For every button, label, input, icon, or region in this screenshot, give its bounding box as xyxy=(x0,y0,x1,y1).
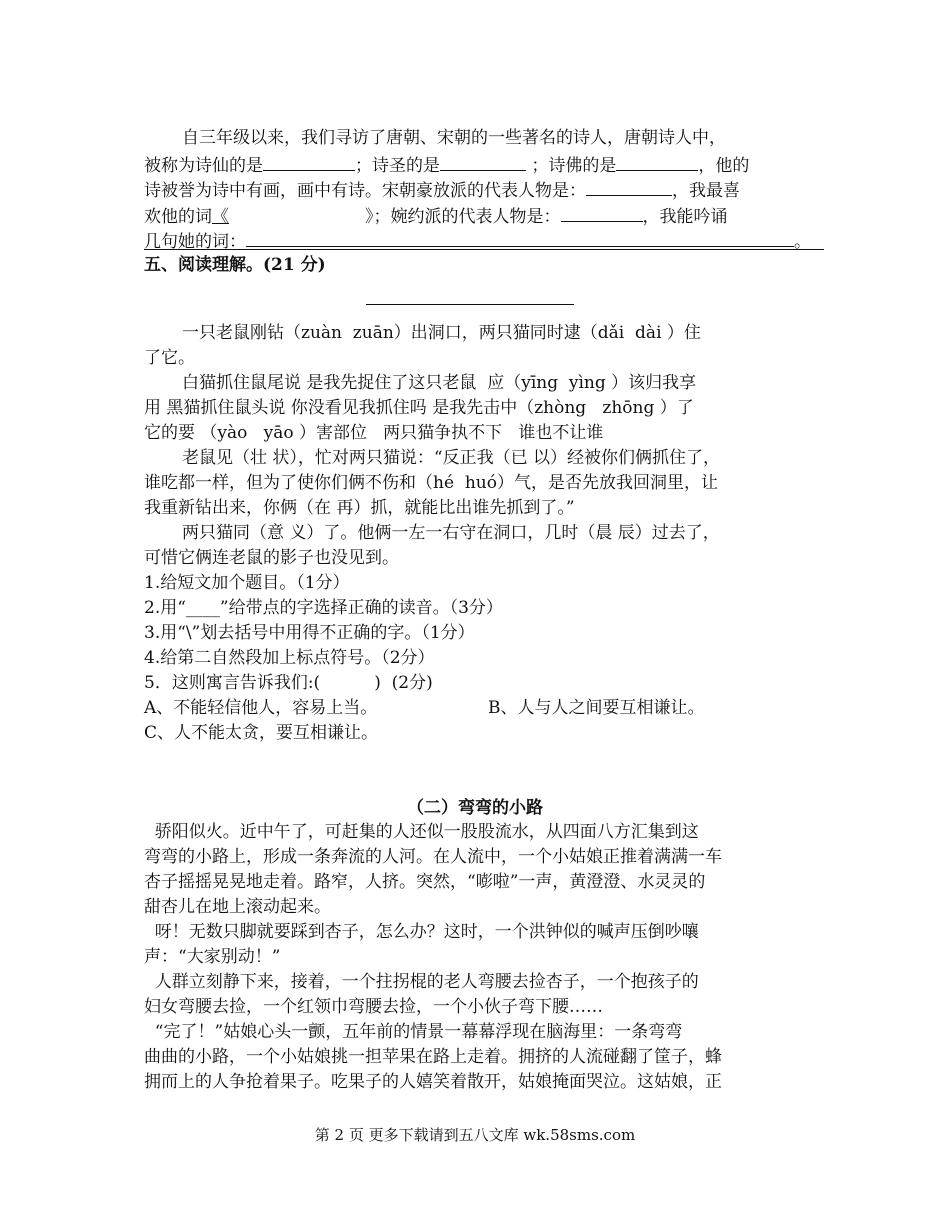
intro-line-2: 被称为诗仙的是 ；诗圣的是 ；诗佛的是 ，他的 xyxy=(144,152,749,178)
p4-line-2: 可惜它俩连老鼠的影子也没见到。 xyxy=(144,548,399,568)
question-4: 4.给第二自然段加上标点符号。（2分） xyxy=(144,648,435,668)
passage-line: 声：“大家别动！” xyxy=(144,947,281,967)
page-footer: 第 2 页 更多下载请到五八文库 wk.58sms.com xyxy=(314,1126,636,1144)
passage-line: 骄阳似火。近中午了，可赶集的人还似一股股流水，从四面八方汇集到这 xyxy=(144,822,699,842)
intro-line-4: 欢他的词《 》；婉约派的代表人物是： ，我能吟诵 xyxy=(144,203,728,229)
p2-line-1: 白猫抓住鼠尾说 是我先捉住了这只老鼠 应（yīng yìng ）该归我享 xyxy=(182,373,697,393)
title-blank-line[interactable] xyxy=(366,304,574,305)
blank-poet-sage[interactable] xyxy=(440,152,526,171)
passage-line: 甜杏儿在地上滚动起来。 xyxy=(144,897,331,917)
p3-line-2: 谁吃都一样，但为了使你们俩不伤和（hé huó）气，是否先放我回洞里，让 xyxy=(144,473,718,493)
p1-line-1: 一只老鼠刚钻（zuàn zuān）出洞口，两只猫同时逮（dǎi dài ）住 xyxy=(182,323,701,343)
blank-wanyue-poet[interactable] xyxy=(561,203,643,222)
question-1: 1.给短文加个题目。（1分） xyxy=(144,573,350,593)
passage-line: 杏子摇摇晃晃地走着。路窄，人挤。突然，“嘭啦”一声，黄澄澄、水灵灵的 xyxy=(144,872,706,892)
section-heading: 五、阅读理解。(21 分) xyxy=(144,255,326,275)
intro-line-3: 诗被誉为诗中有画，画中有诗。宋朝豪放派的代表人物是： ，我最喜 xyxy=(144,177,740,203)
blank-haofang-poet[interactable] xyxy=(586,177,672,196)
passage-line: 呀！无数只脚就要踩到杏子，怎么办？这时，一个洪钟似的喊声压倒吵嚷 xyxy=(144,922,699,942)
p1-line-2: 了它。 xyxy=(144,348,195,368)
option-a[interactable]: A、不能轻信他人，容易上当。 xyxy=(144,698,378,718)
passage-line: 拥而上的人争抢着果子。吃果子的人嬉笑着散开，姑娘掩面哭泣。这姑娘，正 xyxy=(144,1072,722,1092)
p3-line-3: 我重新钻出来，你俩（在 再）抓，就能比出谁先抓到了。” xyxy=(144,498,575,518)
p2-line-2: 用 黑猫抓住鼠头说 你没看见我抓住吗 是我先击中（zhòng zhōng ）了 xyxy=(144,398,694,418)
passage-line: 人群立刻静下来，接着，一个拄拐棍的老人弯腰去捡杏子，一个抱孩子的 xyxy=(144,972,699,992)
passage-line: 曲曲的小路，一个小姑娘挑一担苹果在路上走着。拥挤的人流碰翻了筐子，蜂 xyxy=(144,1047,722,1067)
p2-line-3: 它的要 （yào yāo ）害部位 两只猫争执不下 谁也不让谁 xyxy=(144,423,604,443)
p3-line-1: 老鼠见（壮 状），忙对两只猫说：“反正我（已 以）经被你们俩抓住了， xyxy=(182,448,720,468)
blank-poet-immortal[interactable] xyxy=(263,152,355,171)
intro-line-5: 几句她的词： 。 xyxy=(144,228,811,254)
passage-line: “完了！”姑娘心头一颤，五年前的情景一幕幕浮现在脑海里：一条弯弯 xyxy=(144,1022,683,1042)
passage-line: 弯弯的小路上，形成一条奔流的人河。在人流中，一个小姑娘正推着满满一车 xyxy=(144,847,722,867)
intro-line-1: 自三年级以来，我们寻访了唐朝、宋朝的一些著名的诗人，唐朝诗人中， xyxy=(182,128,726,148)
p4-line-1: 两只猫同（意 义）了。他俩一左一右守在洞口，几时（晨 辰）过去了， xyxy=(182,523,720,543)
question-5: 5．这则寓言告诉我们:( ) (2分) xyxy=(144,673,433,693)
option-b[interactable]: B、人与人之间要互相谦让。 xyxy=(488,698,705,718)
passage-title: （二）弯弯的小路 xyxy=(407,798,543,818)
passage-line: 妇女弯腰去捡，一个红领巾弯腰去捡，一个小伙子弯下腰…… xyxy=(144,997,603,1017)
question-3: 3.用“\”划去括号中用得不正确的字。（1分） xyxy=(144,623,475,643)
option-c[interactable]: C、人不能太贪，要互相谦让。 xyxy=(144,723,379,743)
question-2: 2.用“____”给带点的字选择正确的读音。（3分） xyxy=(144,598,503,618)
divider xyxy=(144,249,824,250)
blank-poet-buddha[interactable] xyxy=(616,152,698,171)
blank-recite-lines[interactable] xyxy=(246,228,794,247)
